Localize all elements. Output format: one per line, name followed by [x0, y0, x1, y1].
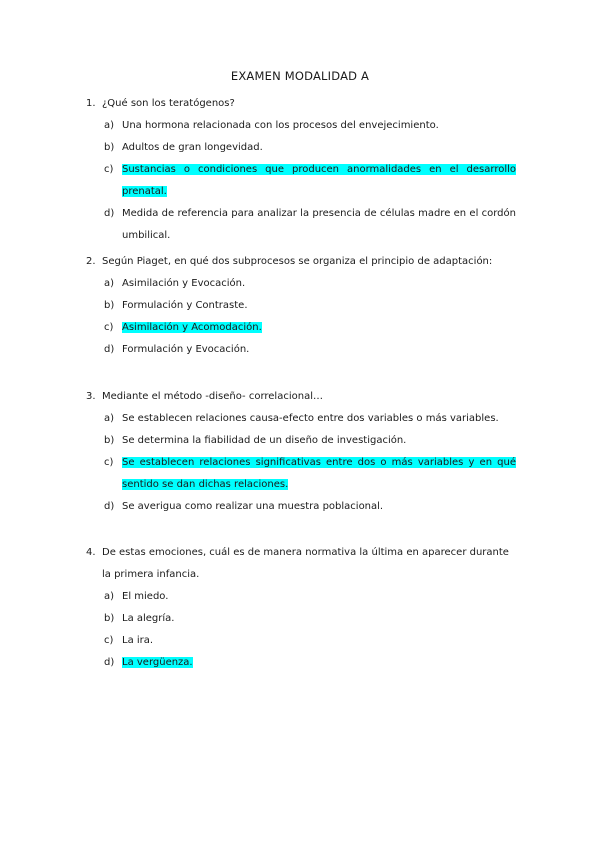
- option-letter: c): [104, 635, 114, 646]
- option-text: Una hormona relacionada con los procesos del envejecimiento.: [122, 120, 439, 131]
- option-text: El miedo.: [122, 591, 169, 602]
- option-text: La ira.: [122, 635, 154, 646]
- option-item: [86, 273, 516, 295]
- option-item: [86, 137, 516, 159]
- option-text: Adultos de gran longevidad.: [122, 142, 263, 153]
- option-letter: c): [104, 322, 114, 333]
- question-text: De estas emociones, cuál es de manera normativa la última en aparecer durante la primera infancia.: [102, 547, 509, 580]
- option-item: [86, 452, 516, 496]
- option-text: Se averigua como realizar una muestra poblacional.: [122, 501, 384, 512]
- option-letter: b): [104, 142, 115, 153]
- question-number: 2.: [86, 256, 96, 267]
- option-item: [86, 115, 516, 137]
- option-list: [86, 115, 516, 247]
- option-letter: c): [104, 164, 114, 175]
- question-1: [86, 93, 516, 247]
- option-letter: a): [104, 591, 115, 602]
- option-text-highlighted: Sustancias o condiciones que producen anormalidades en el desarrollo prenatal.: [122, 164, 516, 197]
- option-text: Formulación y Contraste.: [122, 300, 248, 311]
- option-item: [86, 586, 516, 608]
- option-letter: b): [104, 435, 115, 446]
- option-text: Se establecen relaciones causa-efecto entre dos variables o más variables.: [122, 413, 499, 424]
- option-text: Asimilación y Evocación.: [122, 278, 246, 289]
- option-letter: d): [104, 344, 115, 355]
- option-item: [86, 203, 516, 247]
- option-list: [86, 273, 516, 361]
- option-text: Medida de referencia para analizar la presencia de células madre en el cordón umbilical.: [122, 208, 516, 241]
- question-number: 3.: [86, 391, 96, 402]
- option-item: [86, 430, 516, 452]
- option-list: [86, 586, 516, 674]
- option-text-highlighted: Asimilación y Acomodación.: [122, 322, 262, 333]
- option-item: [86, 339, 516, 361]
- option-item: [86, 295, 516, 317]
- option-text-highlighted: La vergüenza.: [122, 657, 193, 668]
- question-number: 4.: [86, 547, 96, 558]
- option-item: [86, 608, 516, 630]
- question-text: ¿Qué son los teratógenos?: [102, 98, 235, 109]
- question-3: [86, 386, 516, 518]
- question-text: Mediante el método -diseño- correlacional…: [102, 391, 323, 402]
- question-4: [86, 542, 516, 674]
- option-text: Se determina la fiabilidad de un diseño de investigación.: [122, 435, 407, 446]
- option-letter: d): [104, 208, 115, 219]
- option-item: [86, 630, 516, 652]
- option-letter: b): [104, 300, 115, 311]
- option-text-highlighted: Se establecen relaciones significativas entre dos o más variables y en qué sentido se dan dichas relaciones.: [122, 457, 516, 490]
- page-title: EXAMEN MODALIDAD A: [230, 69, 370, 83]
- option-letter: c): [104, 457, 114, 468]
- option-letter: a): [104, 278, 115, 289]
- option-item: [86, 408, 516, 430]
- question-text: Según Piaget, en qué dos subprocesos se organiza el principio de adaptación:: [102, 256, 493, 267]
- option-item: [86, 317, 516, 339]
- option-item: [86, 652, 516, 674]
- option-letter: d): [104, 657, 115, 668]
- option-item: [86, 496, 516, 518]
- option-list: [86, 408, 516, 518]
- question-number: 1.: [86, 98, 96, 109]
- option-letter: a): [104, 120, 115, 131]
- option-text: La alegría.: [122, 613, 175, 624]
- option-letter: b): [104, 613, 115, 624]
- option-letter: d): [104, 501, 115, 512]
- option-text: Formulación y Evocación.: [122, 344, 250, 355]
- option-item: [86, 159, 516, 203]
- question-2: [86, 251, 516, 361]
- option-letter: a): [104, 413, 115, 424]
